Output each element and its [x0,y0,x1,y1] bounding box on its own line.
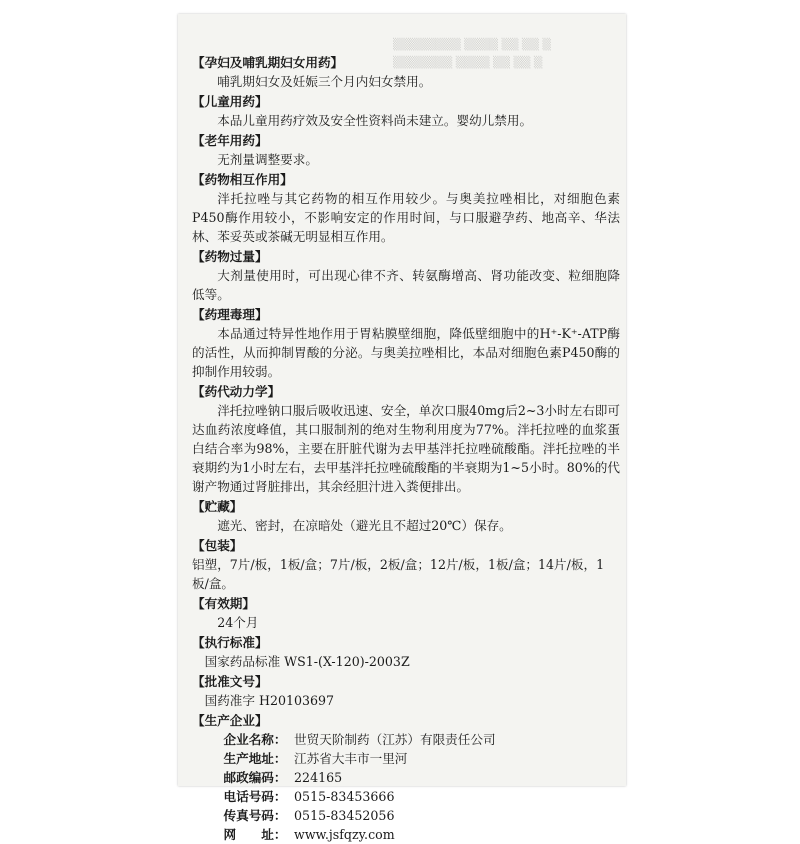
row-value: 224165 [294,770,343,785]
section-title: 【药物相互作用】 [192,172,293,187]
section-body: 哺乳期妇女及妊娠三个月内妇女禁用。 [217,74,432,89]
section-body: 国药准字 H20103697 [204,693,335,708]
section-11 [192,672,620,710]
manufacturer-row [192,787,620,806]
section-body: 24个月 [217,615,259,630]
section-body: 遮光、密封，在凉暗处（避光且不超过20℃）保存。 [217,518,512,533]
section-title: 【有效期】 [192,596,255,611]
section-7 [192,497,620,535]
section-body: 泮托拉唑与其它药物的相互作用较少。与奥美拉唑相比，对细胞色素P450酶作用较小，不影响安定的作用时间，与口服避孕药、地高辛、华法林、苯妥英或茶碱无明显相互作用。 [192,191,620,244]
row-value: 0515-83452056 [294,808,395,823]
section-0 [192,53,620,91]
row-value: 江苏省大丰市一里河 [294,751,408,766]
row-label: 生产地址： [223,751,287,766]
section-title: 【药代动力学】 [192,384,281,399]
row-label: 网 址： [223,827,287,842]
leaflet-text [192,52,620,844]
section-10 [192,633,620,671]
section-body: 国家药品标准 WS1-(X-120)-2003Z [204,654,410,669]
manufacturer-section [192,711,620,844]
section-title: 【生产企业】 [192,713,268,728]
row-label: 邮政编码： [223,770,287,785]
row-label: 电话号码： [223,789,287,804]
section-title: 【儿童用药】 [192,94,268,109]
section-body: 本品儿童用药疗效及安全性资料尚未建立。婴幼儿禁用。 [217,113,533,128]
section-3 [192,170,620,246]
manufacturer-row [192,749,620,768]
section-2 [192,131,620,169]
section-4 [192,247,620,304]
section-5 [192,305,620,381]
section-1 [192,92,620,130]
section-8 [192,536,620,593]
section-body: 本品通过特异性地作用于胃粘膜壁细胞，降低壁细胞中的H⁺-K⁺-ATP酶的活性，从而抑制胃酸的分泌。与奥美拉唑相比，本品对细胞色素P450酶的抑制作用较弱。 [192,326,620,379]
section-9 [192,594,620,632]
leaflet-page [178,14,626,842]
section-title: 【贮藏】 [192,499,243,514]
section-body: 泮托拉唑钠口服后吸收迅速、安全，单次口服40mg后2~3小时左右即可达血药浓度峰值，其口服制剂的绝对生物利用度为77%。泮托拉唑的血浆蛋白结合率为98%，主要在肝脏代谢为去甲基泮托拉唑硫酸酯。泮托拉唑的半衰期约为1小时左右，去甲基泮托拉唑硫酸酯的半衰期为1~5小时。80%的代谢产物通过肾脏排出，其余经胆汁进入粪便排出。 [192,403,620,494]
section-title: 【包装】 [192,538,243,553]
section-body: 铝塑，7片/板，1板/盒；7片/板，2板/盒；12片/板，1板/盒；14片/板，1板/盒。 [192,557,605,591]
manufacturer-row [192,768,620,787]
manufacturer-row [192,825,620,844]
section-title: 【执行标准】 [192,635,268,650]
row-value: www.jsfqzy.com [294,827,395,842]
section-title: 【老年用药】 [192,133,268,148]
row-label: 企业名称： [223,732,287,747]
section-title: 【孕妇及哺乳期妇女用药】 [192,55,344,70]
manufacturer-row [192,730,620,749]
section-6 [192,382,620,496]
section-body: 无剂量调整要求。 [217,152,318,167]
bleed-through-text: ▒▒▒▒▒▒▒▒ ▒▒▒▒ ▒▒ ▒▒ ▒ ▒▒▒▒▒▒▒ ▒▒▒▒ ▒▒ ▒▒ ▒ [393,38,551,69]
row-value: 世贸天阶制药（江苏）有限责任公司 [294,732,496,747]
section-title: 【批准文号】 [192,674,268,689]
manufacturer-row [192,806,620,825]
row-value: 0515-83453666 [294,789,395,804]
section-title: 【药物过量】 [192,249,268,264]
section-title: 【药理毒理】 [192,307,268,322]
section-body: 大剂量使用时，可出现心律不齐、转氨酶增高、肾功能改变、粒细胞降低等。 [192,268,620,302]
row-label: 传真号码： [223,808,287,823]
